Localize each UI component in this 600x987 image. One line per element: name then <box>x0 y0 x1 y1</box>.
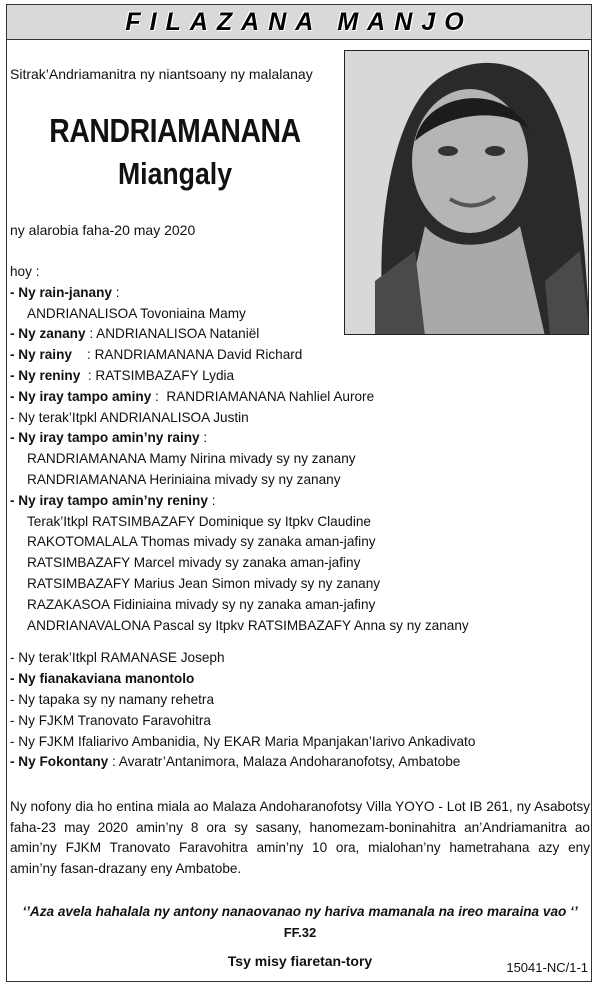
family-line-label: - Ny rain-janany <box>10 284 112 300</box>
family-line-text: - Ny FJKM Ifaliarivo Ambanidia, Ny EKAR Maria Mpanjakan’Iarivo Ankadivato <box>10 733 476 749</box>
family-line-label: - Ny rainy <box>10 347 72 363</box>
family-line-text: : RATSIMBAZAFY Lydia <box>80 367 235 383</box>
family-line <box>10 595 590 616</box>
family-line-text: Terak’Itkpl RATSIMBAZAFY Dominique sy Itpkv Claudine <box>27 513 371 529</box>
family-line <box>10 648 590 669</box>
family-line-text: : RANDRIAMANANA Nahliel Aurore <box>151 388 375 404</box>
family-line-text: : ANDRIANALISOA Nataniël <box>85 326 260 342</box>
family-line <box>10 574 590 595</box>
family-line <box>10 553 590 574</box>
family-line-label: - Ny iray tampo aminy <box>10 388 152 404</box>
family-line <box>10 408 590 429</box>
family-line-text: RANDRIAMANANA Heriniaina mivady sy ny zanany <box>27 471 341 487</box>
family-line-text: : <box>199 430 208 446</box>
family-line <box>10 752 590 773</box>
family-line <box>10 304 590 325</box>
greeting: hoy : <box>10 264 40 279</box>
family-line <box>10 428 590 449</box>
death-date: ny alarobia faha-20 may 2020 <box>10 222 196 238</box>
family-line-label: - Ny reniny <box>10 367 81 383</box>
family-line-text: RAZAKASOA Fidiniaina mivady sy ny zanaka aman-jafiny <box>27 596 376 612</box>
family-line-text: : <box>111 284 120 300</box>
family-line <box>10 491 590 512</box>
family-line <box>10 669 590 690</box>
family-line <box>10 512 590 533</box>
family-line-text: RAKOTOMALALA Thomas mivady sy zanaka aman-jafiny <box>27 534 376 550</box>
family-line-text: ANDRIANAVALONA Pascal sy Itpkv RATSIMBAZAFY Anna sy ny zanany <box>27 617 469 633</box>
family-line <box>10 324 590 345</box>
family-line-text: - Ny tapaka sy ny namany rehetra <box>10 691 214 707</box>
family-line-label: - Ny Fokontany <box>10 754 109 770</box>
bible-quote: ‘’Aza avela hahalala ny antony nanaovanao ny hariva mamanala na ireo maraina vao ‘’ <box>22 904 578 919</box>
family-line-text: : Avaratr’Antanimora, Malaza Andoharanofotsy, Ambatobe <box>108 754 461 770</box>
intro-text: Sitrak’Andriamanitra ny niantsoany ny malalanay <box>10 66 313 82</box>
family-line-label: - Ny iray tampo amin’ny reniny <box>10 492 208 508</box>
family-line <box>10 345 590 366</box>
reference-code: 15041-NC/1-1 <box>506 960 588 975</box>
family-line <box>10 387 590 408</box>
family-list <box>10 262 590 773</box>
deceased-given-name: Miangaly <box>117 156 233 191</box>
family-line <box>10 366 590 387</box>
family-line <box>10 470 590 491</box>
family-line <box>10 283 590 304</box>
banner-title: FILAZANA MANJO <box>125 7 473 36</box>
family-line-label: - Ny zanany <box>10 326 86 342</box>
family-line-text: ANDRIANALISOA Tovoniaina Mamy <box>27 305 246 321</box>
family-line-text: - Ny terak’Itpkl ANDRIANALISOA Justin <box>10 409 249 425</box>
family-line-text: RATSIMBAZAFY Marcel mivady sy zanaka aman-jafiny <box>27 555 361 571</box>
notice-banner <box>7 5 591 40</box>
family-line <box>10 532 590 553</box>
quote-reference: FF.32 <box>283 925 317 940</box>
family-line-text: RATSIMBAZAFY Marius Jean Simon mivady sy ny zanany <box>27 575 381 591</box>
family-line <box>10 732 590 753</box>
funeral-paragraph: Ny nofony dia ho entina miala ao Malaza Andoharanofotsy Villa YOYO - Lot IB 261, ny Asabotsy faha-23 may 2020 amin’ny 8 ora sy sasany, hanomezam-boninahitra an’Andriamanitra ao amin’ny FJKM Tranovato Faravohitra amin’ny 10 ora, mialohan’ny hametrahana azy eny amin’ny fasan-drazany eny Ambatobe. <box>10 799 590 876</box>
family-line-text: RANDRIAMANANA Mamy Nirina mivady sy ny zanany <box>27 451 356 467</box>
deceased-surname: RANDRIAMANANA <box>49 112 301 149</box>
family-line <box>10 616 590 637</box>
family-line-text: - Ny FJKM Tranovato Faravohitra <box>10 712 211 728</box>
family-line <box>10 711 590 732</box>
family-line-label: - Ny fianakaviana manontolo <box>10 671 195 687</box>
family-line-text: : <box>207 492 216 508</box>
family-line <box>10 690 590 711</box>
family-line-label: - Ny iray tampo amin’ny rainy <box>10 430 200 446</box>
family-line <box>10 449 590 470</box>
closing-line: Tsy misy fiaretan-tory <box>227 953 373 969</box>
family-line-text: - Ny terak’Itkpl RAMANASE Joseph <box>10 650 225 666</box>
family-line-text: : RANDRIAMANANA David Richard <box>71 347 303 363</box>
